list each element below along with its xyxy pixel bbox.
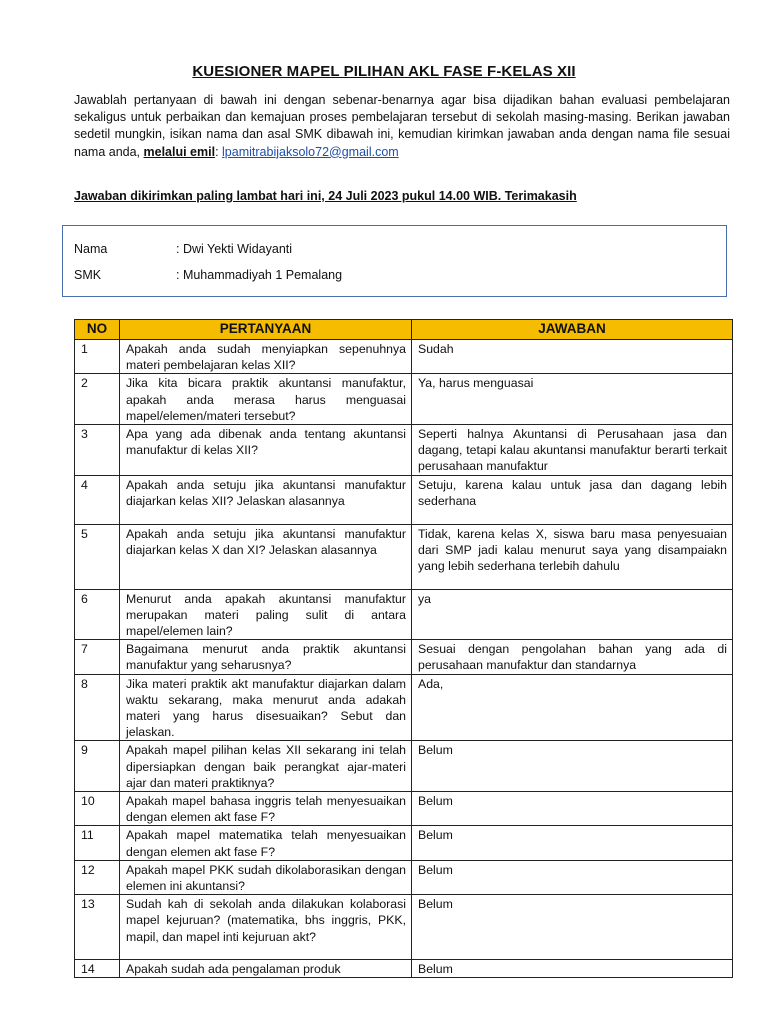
- row-number: 2: [75, 374, 120, 425]
- header-answer: JAWABAN: [412, 320, 733, 340]
- row-question: Apakah mapel PKK sudah dikolaborasikan dengan elemen ini akuntansi?: [120, 860, 412, 894]
- table-row: [75, 589, 733, 640]
- row-number: 14: [75, 960, 120, 978]
- table-row: [75, 860, 733, 894]
- table-row: [75, 960, 733, 978]
- row-question: Apakah mapel matematika telah menyesuaikan dengan elemen akt fase F?: [120, 826, 412, 860]
- deadline-note: Jawaban dikirimkan paling lambat hari ini, 24 Juli 2023 pukul 14.00 WIB. Terimakasih: [74, 189, 577, 203]
- row-question: Apakah anda setuju jika akuntansi manufaktur diajarkan kelas XII? Jelaskan alasannya: [120, 475, 412, 524]
- table-row: [75, 741, 733, 792]
- row-answer: Setuju, karena kalau untuk jasa dan dagang lebih sederhana: [412, 475, 733, 524]
- table-row: [75, 374, 733, 425]
- identity-box: [62, 225, 727, 297]
- row-answer: Belum: [412, 826, 733, 860]
- row-question: Bagaimana menurut anda praktik akuntansi manufaktur yang seharusnya?: [120, 640, 412, 674]
- school-value: : Muhammadiyah 1 Pemalang: [176, 268, 343, 282]
- intro-text: Jawablah pertanyaan di bawah ini dengan sebenar-benarnya agar bisa dijadikan bahan evaluasi pembelajaran sekaligus untuk perbaikan dan kemajuan proses pembelajaran tersebut di sekolah masing-masing. Berikan jawaban sedetil mungkin, isikan nama dan asal SMK dibawah ini, kemudian kirimkan jawaban anda dengan nama file sesuai nama anda,: [74, 93, 730, 159]
- table-row: [75, 340, 733, 374]
- row-number: 6: [75, 589, 120, 640]
- row-question: Apakah sudah ada pengalaman produk: [120, 960, 412, 978]
- row-question: Sudah kah di sekolah anda dilakukan kolaborasi mapel kejuruan? (matematika, bhs inggris, PKK, mapil, dan mapel inti kejuruan akt?: [120, 895, 412, 960]
- row-number: 4: [75, 475, 120, 524]
- questionnaire-table: [74, 319, 733, 978]
- row-question: Apakah anda sudah menyiapkan sepenuhnya materi pembelajaran kelas XII?: [120, 340, 412, 374]
- table-header-row: [75, 320, 733, 340]
- row-number: 1: [75, 340, 120, 374]
- header-question: PERTANYAAN: [120, 320, 412, 340]
- row-number: 7: [75, 640, 120, 674]
- row-number: 12: [75, 860, 120, 894]
- table-row: [75, 524, 733, 589]
- row-answer: Belum: [412, 895, 733, 960]
- row-answer: Seperti halnya Akuntansi di Perusahaan jasa dan dagang, tetapi kalau akuntansi manufaktur berarti terkait perusahaan manufaktur: [412, 425, 733, 476]
- intro-colon: :: [215, 144, 219, 159]
- table-row: [75, 674, 733, 741]
- row-question: Jika kita bicara praktik akuntansi manufaktur, apakah anda merasa harus menguasai mapel/elemen/materi tersebut?: [120, 374, 412, 425]
- row-answer: ya: [412, 589, 733, 640]
- row-answer: Belum: [412, 741, 733, 792]
- table-row: [75, 475, 733, 524]
- name-value: : Dwi Yekti Widayanti: [176, 242, 293, 256]
- row-question: Apakah mapel pilihan kelas XII sekarang ini telah dipersiapkan dengan baik perangkat ajar-materi ajar dan materi praktiknya?: [120, 741, 412, 792]
- row-answer: Belum: [412, 960, 733, 978]
- row-answer: Sesuai dengan pengolahan bahan yang ada di perusahaan manufaktur dan standarnya: [412, 640, 733, 674]
- table-row: [75, 425, 733, 476]
- document-title: KUESIONER MAPEL PILIHAN AKL FASE F-KELAS XII: [192, 63, 576, 80]
- row-number: 13: [75, 895, 120, 960]
- school-label: SMK: [74, 268, 102, 282]
- table-row: [75, 826, 733, 860]
- row-number: 10: [75, 792, 120, 826]
- table-row: [75, 792, 733, 826]
- row-answer: Ya, harus menguasai: [412, 374, 733, 425]
- intro-emphasis: melalui emil: [143, 144, 216, 159]
- row-number: 3: [75, 425, 120, 476]
- header-no: NO: [75, 320, 120, 340]
- table-row: [75, 895, 733, 960]
- row-question: Apakah mapel bahasa inggris telah menyesuaikan dengan elemen akt fase F?: [120, 792, 412, 826]
- row-answer: Belum: [412, 860, 733, 894]
- row-number: 5: [75, 524, 120, 589]
- intro-paragraph: [74, 92, 730, 161]
- row-answer: Belum: [412, 792, 733, 826]
- row-answer: Sudah: [412, 340, 733, 374]
- row-answer: Ada,: [412, 674, 733, 741]
- email-link[interactable]: lpamitrabijaksolo72@gmail.com: [222, 144, 399, 159]
- row-question: Apa yang ada dibenak anda tentang akuntansi manufaktur di kelas XII?: [120, 425, 412, 476]
- row-number: 9: [75, 741, 120, 792]
- row-question: Jika materi praktik akt manufaktur diajarkan dalam waktu sekarang, maka menurut anda adakah materi yang harus disesuaikan? Sebut dan jelaskan.: [120, 674, 412, 741]
- row-answer: Tidak, karena kelas X, siswa baru masa penyesuaian dari SMP jadi kalau menurut saya yang disampaiakn yang lebih sederhana terlebih dahulu: [412, 524, 733, 589]
- row-number: 11: [75, 826, 120, 860]
- name-label: Nama: [74, 242, 108, 256]
- row-question: Menurut anda apakah akuntansi manufaktur merupakan materi paling sulit di antara mapel/elemen lain?: [120, 589, 412, 640]
- row-number: 8: [75, 674, 120, 741]
- row-question: Apakah anda setuju jika akuntansi manufaktur diajarkan kelas X dan XI? Jelaskan alasannya: [120, 524, 412, 589]
- table-row: [75, 640, 733, 674]
